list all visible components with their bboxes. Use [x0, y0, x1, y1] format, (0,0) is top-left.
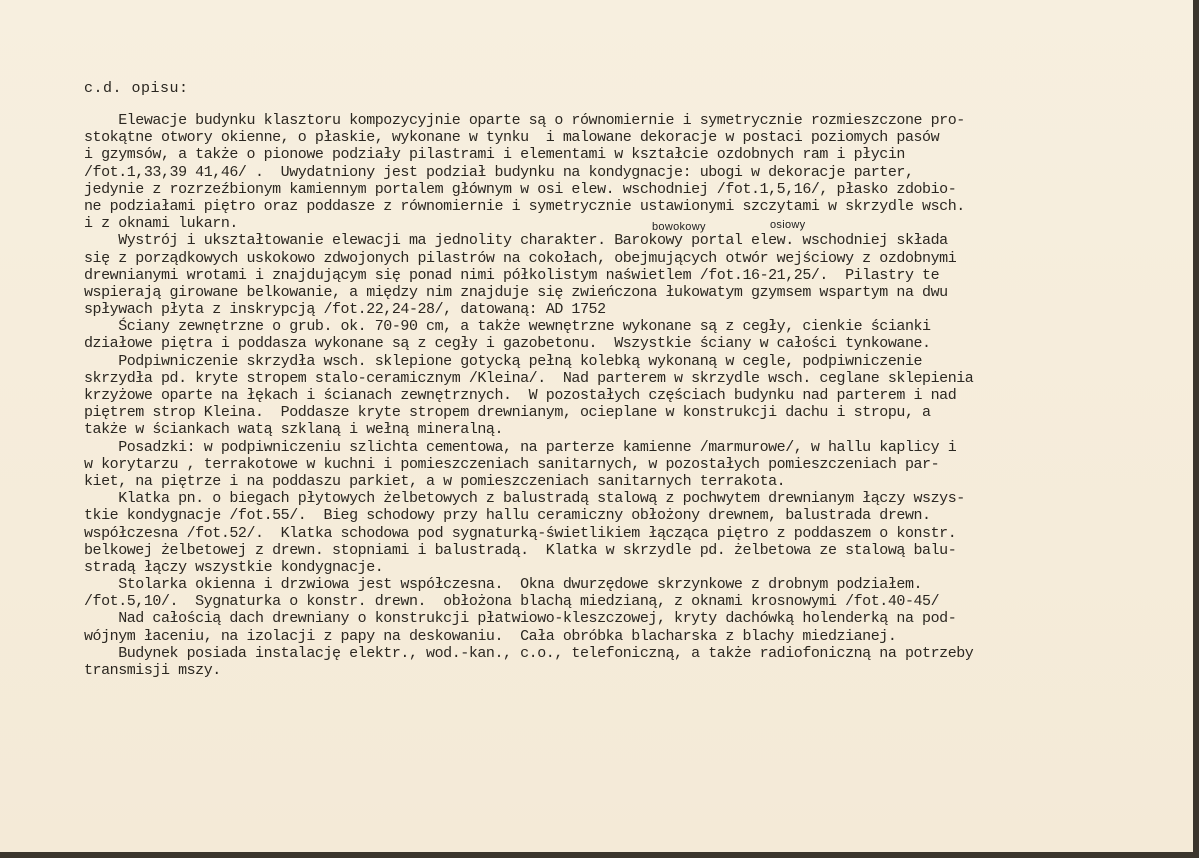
text-line: jedynie z rozrzeźbionym kamiennym portalem głównym w osi elew. wschodniej /fot.1,5,16/, płasko zdobio- [84, 180, 957, 198]
text-line: drewnianymi wrotami i znajdującym się ponad nimi półkolistym naświetlem /fot.16-21,25/. Pilastry te [84, 266, 940, 284]
handwritten-annotation-bowokowy: bowokowy [652, 221, 706, 233]
text-line: stokątne otwory okienne, o płaskie, wykonane w tynku i malowane dekoracje w postaci poziomych pasów [84, 129, 940, 147]
text-line: Budynek posiada instalację elektr., wod.-kan., c.o., telefoniczną, a także radiofoniczną na potrzeby [84, 644, 974, 662]
handwritten-annotation-osiowy: osiowy [770, 219, 806, 231]
text-line: wójnym łaceniu, na izolacji z papy na deskowaniu. Cała obróbka blacharska z blachy miedzianej. [84, 627, 897, 645]
text-line: także w ściankach watą szklaną i wełną mineralną. [84, 421, 504, 439]
text-line: Wystrój i ukształtowanie elewacji ma jednolity charakter. Barokowy portal elew. wschodniej składa [84, 232, 948, 250]
text-line: Posadzki: w podpiwniczeniu szlichta cementowa, na parterze kamienne /marmurowe/, w hallu kaplicy i [84, 438, 957, 456]
text-line: się z porządkowych uskokowo zdwojonych pilastrów na cokołach, obejmujących otwór wejściowy z ozdobnymi [84, 249, 957, 267]
text-line: spływach płyta z inskrypcją /fot.22,24-28/, datowaną: AD 1752 [84, 301, 606, 319]
text-line: skrzydła pd. kryte stropem stalo-ceramicznym /Kleina/. Nad parterem w skrzydle wsch. ceglane sklepienia [84, 369, 974, 387]
text-line: Podpiwniczenie skrzydła wsch. sklepione gotycką pełną kolebką wykonaną w cegle, podpiwniczenie [84, 352, 923, 370]
document-heading: c.d. opisu: [84, 80, 189, 97]
text-line: Elewacje budynku klasztoru kompozycyjnie oparte są o równomiernie i symetrycznie rozmieszczone pro- [84, 112, 965, 129]
text-line: tkie kondygnacje /fot.55/. Bieg schodowy przy hallu ceramiczny obłożony drewnem, balustrada drewn. [84, 507, 931, 525]
document-body [84, 112, 1144, 679]
text-line: krzyżowe oparte na łękach i ścianach zewnętrznych. W pozostałych częściach budynku nad parterem i nad [84, 387, 957, 404]
text-line: i z oknami lukarn. [84, 215, 238, 233]
text-line: działowe piętra i poddasza wykonane są z cegły i gazobetonu. Wszystkie ściany w całości tynkowane. [84, 335, 931, 353]
text-line: transmisji mszy. [84, 662, 221, 679]
text-line: w korytarzu , terrakotowe w kuchni i pomieszczeniach sanitarnych, w pozostałych pomieszczeniach par- [84, 455, 940, 473]
text-line: i gzymsów, a także o pionowe podziały pilastrami i elementami w kształcie ozdobnych ram i płycin [84, 146, 905, 164]
text-line: Ściany zewnętrzne o grub. ok. 70-90 cm, a także wewnętrzne wykonane są z cegły, cienkie ścianki [84, 318, 931, 336]
text-line: Klatka pn. o biegach płytowych żelbetowych z balustradą stalową z pochwytem drewnianym łączy wszys- [84, 490, 965, 508]
text-line: współczesna /fot.52/. Klatka schodowa pod sygnaturką-świetlikiem łącząca piętro z poddaszem o konstr. [84, 524, 957, 542]
text-line: stradą łączy wszystkie kondygnacje. [84, 558, 384, 576]
text-line: piętrem strop Kleina. Poddasze kryte stropem drewnianym, ocieplane w konstrukcji dachu i stropu, a [84, 404, 931, 422]
text-line: /fot.5,10/. Sygnaturka o konstr. drewn. obłożona blachą miedzianą, z oknami krosnowymi /fot.40-45/ [84, 593, 940, 611]
text-line: Nad całością dach drewniany o konstrukcji płatwiowo-kleszczowej, kryty dachówką holenderką na pod- [84, 610, 957, 628]
text-line: Stolarka okienna i drzwiowa jest współczesna. Okna dwurzędowe skrzynkowe z drobnym podziałem. [84, 576, 923, 594]
text-line: /fot.1,33,39 41,46/ . Uwydatniony jest podział budynku na kondygnacje: ubogi w dekoracje parter, [84, 163, 914, 181]
text-line: kiet, na piętrze i na poddaszu parkiet, a w pomieszczeniach sanitarnych terrakota. [84, 472, 786, 490]
text-line: ne podziałami piętro oraz poddasze z równomiernie i symetrycznie ustawionymi szczytami w skrzydle wsch. [84, 197, 965, 215]
text-line: belkowej żelbetowej z drewn. stopniami i balustradą. Klatka w skrzydle pd. żelbetowa ze stalową balu- [84, 541, 957, 559]
text-line: wspierają girowane belkowanie, a między nim znajduje się zwieńczona łukowatym gzymsem wspartym na dwu [84, 283, 948, 301]
